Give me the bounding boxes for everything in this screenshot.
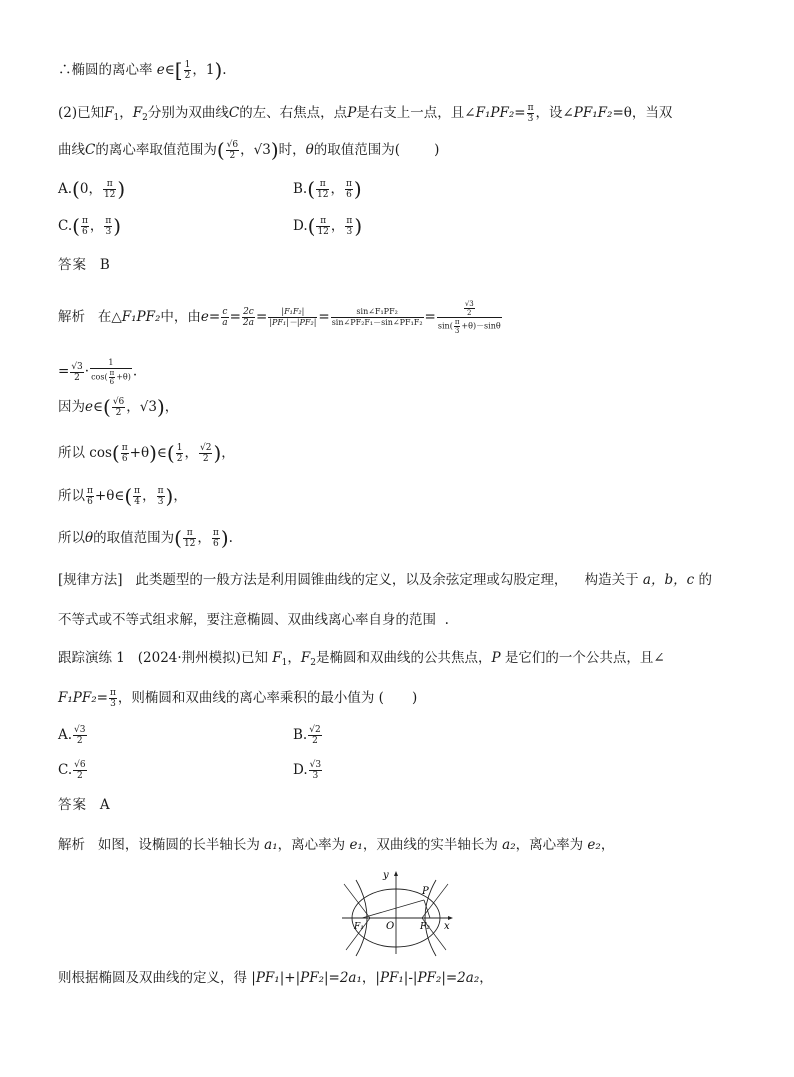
fraction bbox=[212, 528, 220, 549]
frac-den: 2 bbox=[202, 454, 209, 464]
frac-num: π bbox=[157, 486, 164, 496]
ellipse-hyperbola-figure bbox=[336, 866, 460, 958]
var-F1: F bbox=[104, 105, 114, 121]
fraction bbox=[103, 179, 116, 200]
plus-theta: +θ bbox=[129, 445, 150, 461]
analysis-label: 解析 bbox=[58, 309, 85, 325]
fraction bbox=[316, 216, 329, 237]
frac-num: √2 bbox=[309, 725, 321, 735]
frac-den: 3 bbox=[312, 771, 319, 781]
method-text: 不等式或不等式组求解，要注意椭圆、双曲线离心率自身的范围 bbox=[58, 612, 436, 628]
frac-den: 2 bbox=[76, 736, 83, 746]
fraction bbox=[104, 216, 112, 237]
bracket-open: [ bbox=[174, 58, 183, 82]
fraction-2c-2a bbox=[242, 307, 255, 328]
frac-den: |PF₁|－|PF₂| bbox=[269, 318, 317, 327]
root3: √3 bbox=[253, 142, 271, 158]
frac-den: 6 bbox=[213, 539, 219, 549]
step-text: 的取值范围为 bbox=[93, 530, 175, 546]
fraction bbox=[309, 760, 322, 781]
frac-den: 2 bbox=[229, 151, 236, 161]
frac-num: √2 bbox=[199, 443, 212, 453]
definition-line bbox=[58, 968, 493, 988]
answer-value: B bbox=[99, 257, 110, 273]
inner-fraction bbox=[464, 300, 475, 317]
frac-den: 2a bbox=[242, 318, 255, 328]
equals: = bbox=[58, 363, 70, 380]
method-text: 的 bbox=[698, 572, 712, 588]
frac-den: 6 bbox=[87, 497, 93, 507]
frac-num: sin∠F₁PF₂ bbox=[331, 307, 424, 318]
fraction bbox=[199, 443, 212, 464]
fraction bbox=[81, 216, 89, 237]
option2-D bbox=[293, 760, 323, 781]
paren-close: ) bbox=[270, 138, 279, 162]
conclusion-text: ∴椭圆的离心率 bbox=[58, 62, 153, 78]
comma: ， bbox=[164, 399, 179, 415]
sep: ， bbox=[119, 105, 133, 121]
paren-close: ) bbox=[113, 214, 122, 238]
analysis-text: 如图，设椭圆的长半轴长为 bbox=[97, 837, 260, 853]
segment-F1P bbox=[362, 900, 424, 918]
equals: = bbox=[208, 309, 221, 325]
step-text: 因为 bbox=[58, 399, 85, 415]
analysis-text: 在△ bbox=[97, 309, 122, 325]
inner-fraction bbox=[109, 369, 116, 386]
practice-text: ) bbox=[411, 690, 418, 706]
method-label: [规律方法] bbox=[58, 572, 123, 588]
paren-close: ) bbox=[165, 484, 174, 508]
sep: ， bbox=[287, 650, 301, 666]
practice-text: 是椭圆和双曲线的公共焦点， bbox=[315, 650, 492, 666]
frac-num: c bbox=[222, 307, 228, 317]
frac-den: 3 bbox=[157, 497, 164, 507]
question2-line2 bbox=[58, 140, 439, 161]
frac-num: |F₁F₂| bbox=[268, 307, 317, 318]
answer-value: A bbox=[99, 797, 110, 813]
sep: ， bbox=[330, 218, 345, 234]
var-P: P bbox=[491, 650, 501, 666]
q2-text-c: 的左、右焦点，点 bbox=[239, 105, 348, 121]
fraction-root3-2 bbox=[70, 362, 83, 383]
frac-num: π bbox=[346, 216, 353, 226]
angle-F1PF2: F₁PF₂ bbox=[475, 105, 515, 121]
paren-open: ( bbox=[166, 441, 175, 465]
frac-den: 6 bbox=[109, 378, 115, 386]
frac-num: π bbox=[134, 486, 141, 496]
practice-text: ，则椭圆和双曲线的离心率乘积的最小值为 ( bbox=[117, 690, 384, 706]
frac-den: 2 bbox=[467, 309, 472, 317]
frac-num: √3 bbox=[74, 725, 86, 735]
comma: ， bbox=[173, 488, 187, 504]
inner-fraction bbox=[454, 318, 461, 335]
paren-close: ) bbox=[213, 441, 222, 465]
option-D bbox=[293, 216, 362, 237]
frac-den: sin∠PF₂F₁－sin∠PF₁F₂ bbox=[331, 318, 423, 327]
paren-open: ( bbox=[103, 395, 111, 419]
var-theta: θ bbox=[85, 530, 94, 546]
triangle-name: F₁PF₂ bbox=[121, 309, 161, 325]
analysis-text: ，离心率为 bbox=[515, 837, 584, 853]
option-B bbox=[293, 179, 362, 200]
analysis-2 bbox=[58, 835, 614, 855]
frac-den: 2 bbox=[184, 71, 191, 81]
cos-text: cos bbox=[91, 372, 105, 382]
sep: ， bbox=[330, 181, 344, 197]
fraction bbox=[308, 725, 321, 746]
frac-num: √6 bbox=[112, 397, 125, 407]
paren-open: ( bbox=[111, 441, 120, 465]
paren-open: ( bbox=[216, 138, 225, 162]
fraction bbox=[176, 443, 184, 464]
frac-num: √3 bbox=[464, 300, 474, 308]
option2-A bbox=[58, 725, 88, 746]
var-F2: F bbox=[300, 650, 311, 666]
method-text: 此类题型的一般方法是利用圆锥曲线的定义，以及余弦定理或勾股定理， bbox=[135, 572, 568, 588]
var-e: e bbox=[200, 309, 209, 325]
var-F2: F bbox=[132, 105, 143, 121]
frac-num: π bbox=[183, 528, 196, 539]
method-line1 bbox=[58, 570, 712, 590]
option-label: A. bbox=[58, 181, 73, 197]
fraction bbox=[86, 486, 94, 507]
left-line-upper bbox=[344, 884, 370, 918]
answer-label: 答案 bbox=[58, 257, 87, 273]
step-text: 所以 cos bbox=[58, 445, 112, 461]
frac-den: 3 bbox=[454, 327, 460, 335]
paren-close: ) bbox=[156, 395, 165, 419]
analysis-step2 bbox=[58, 358, 137, 386]
fraction-c-a bbox=[221, 307, 228, 328]
q2-text-f: =θ，当双 bbox=[612, 105, 673, 121]
frac-den: 2 bbox=[77, 771, 83, 781]
var-C: C bbox=[228, 105, 240, 121]
method-line2: 不等式或不等式组求解，要注意椭圆、双曲线离心率自身的范围 . bbox=[58, 612, 449, 628]
frac-den: 6 bbox=[82, 227, 88, 237]
frac-num: π bbox=[316, 216, 329, 227]
frac-den: 2 bbox=[115, 408, 122, 418]
fraction-pi-3 bbox=[527, 103, 535, 124]
q2-text-k: ) bbox=[434, 142, 440, 158]
equals: = bbox=[514, 105, 526, 121]
equals: = bbox=[318, 309, 330, 325]
comma: ， bbox=[192, 62, 206, 78]
label-F1: F₁ bbox=[354, 922, 364, 932]
var-C: C bbox=[85, 142, 96, 158]
q2-text-h: 的离心率取值范围为 bbox=[95, 142, 217, 158]
equals: = bbox=[424, 309, 436, 325]
frac-den: 2 bbox=[74, 372, 80, 383]
period: . bbox=[132, 363, 138, 380]
symbol-in: ∈ bbox=[156, 445, 167, 461]
fraction-abs bbox=[268, 307, 317, 328]
fraction bbox=[183, 528, 196, 549]
q2-text-d: 是右支上一点，且∠ bbox=[356, 105, 476, 121]
practice-text: 是它们的一个公共点，且∠ bbox=[504, 650, 665, 666]
sep: ， bbox=[126, 399, 140, 415]
var-e: e bbox=[156, 62, 165, 78]
sep: ， bbox=[197, 530, 211, 546]
analysis-label: 解析 bbox=[58, 837, 85, 853]
sep: ， bbox=[89, 218, 104, 234]
fraction bbox=[73, 760, 86, 781]
angle-F1PF2: F₁PF₂ bbox=[58, 690, 97, 706]
analysis-step6 bbox=[58, 528, 233, 549]
frac-den: 2 bbox=[176, 454, 183, 464]
sep: ， bbox=[361, 970, 376, 986]
fraction bbox=[133, 486, 141, 507]
frac-num: √3 bbox=[71, 361, 83, 372]
frac-num: π bbox=[81, 216, 88, 226]
frac-den: 4 bbox=[134, 497, 140, 507]
sep: ， bbox=[184, 445, 198, 461]
frac-num: 1 bbox=[176, 443, 183, 453]
equals: = bbox=[229, 309, 241, 325]
frac-num: π bbox=[103, 179, 116, 190]
frac-num: π bbox=[527, 103, 534, 113]
fraction bbox=[345, 179, 353, 200]
option2-C bbox=[58, 760, 88, 781]
sub-1: 1 bbox=[281, 658, 288, 668]
frac-den: 3 bbox=[527, 114, 534, 124]
var-P: P bbox=[347, 105, 357, 121]
plus-theta-in: +θ∈ bbox=[94, 488, 125, 504]
frac-den: 3 bbox=[346, 227, 353, 237]
fraction-1-cos bbox=[90, 358, 132, 386]
paren-close: ) bbox=[214, 58, 223, 82]
paren-close: ) bbox=[220, 526, 229, 550]
label-P: P bbox=[422, 886, 429, 897]
frac-num: π bbox=[316, 179, 329, 190]
equals: = bbox=[96, 690, 108, 706]
label-F2: F₂ bbox=[420, 922, 430, 932]
step-text: 所以 bbox=[58, 488, 85, 504]
fraction bbox=[316, 179, 329, 200]
fraction-final bbox=[437, 300, 502, 335]
frac-num: √3 bbox=[309, 760, 322, 770]
frac-den: 6 bbox=[346, 190, 352, 200]
frac-den: sin( $\frac{\pi}{3}$ +θ)－sinθ bbox=[437, 318, 501, 335]
frac-den: 3 bbox=[110, 699, 116, 709]
paren-close: ) bbox=[354, 214, 363, 238]
den-tail: +θ) bbox=[116, 372, 131, 382]
frac-num: π bbox=[109, 369, 115, 377]
var-F1: F bbox=[272, 650, 282, 666]
var-e: e bbox=[85, 399, 93, 415]
option-label: A. bbox=[58, 727, 73, 743]
frac-den: 6 bbox=[121, 454, 128, 464]
analysis-text: ，离心率为 bbox=[277, 837, 346, 853]
frac-num: 1 bbox=[90, 358, 132, 369]
option2-B bbox=[293, 725, 323, 746]
method-text: 构造关于 bbox=[584, 572, 639, 588]
method-vars: a，b，c bbox=[642, 572, 695, 588]
frac-num: π bbox=[212, 528, 219, 538]
frac-num: π bbox=[121, 443, 128, 453]
fraction bbox=[157, 486, 165, 507]
fraction bbox=[73, 725, 86, 746]
frac-den: 12 bbox=[317, 190, 329, 200]
paren-close: ) bbox=[353, 177, 362, 201]
paren-open: ( bbox=[307, 214, 316, 238]
frac-den: 12 bbox=[103, 190, 116, 200]
q2-text-j: 的取值范围为( bbox=[313, 142, 401, 158]
option-label: C. bbox=[58, 762, 73, 778]
answer-1 bbox=[58, 255, 110, 275]
equation-ellipse: |PF₁|+|PF₂|=2a₁ bbox=[251, 970, 362, 986]
value-one: 1 bbox=[205, 62, 215, 78]
paren-open: ( bbox=[124, 484, 133, 508]
dot: · bbox=[84, 363, 90, 380]
analysis-step5 bbox=[58, 486, 187, 507]
frac-den: a bbox=[222, 318, 228, 328]
q2-text-b: 分别为双曲线 bbox=[147, 105, 229, 121]
sep: ， bbox=[88, 181, 102, 197]
label-y: y bbox=[383, 870, 389, 881]
frac-num: π bbox=[105, 216, 112, 226]
option-label: D. bbox=[293, 218, 308, 234]
var-e1: e₁ bbox=[349, 837, 363, 853]
fraction bbox=[121, 443, 129, 464]
period: . bbox=[222, 62, 227, 78]
fraction-root6-2 bbox=[226, 140, 239, 161]
symbol-in: ∈ bbox=[164, 62, 175, 78]
comma: ， bbox=[221, 445, 235, 461]
q2-text-e: ，设∠ bbox=[535, 105, 574, 121]
frac-num: 1 bbox=[184, 60, 191, 70]
definition-text: 则根据椭圆及双曲线的定义，得 bbox=[58, 970, 247, 986]
practice-text: 已知 bbox=[240, 650, 268, 666]
answer-2 bbox=[58, 795, 110, 815]
q2-text-g: 曲线 bbox=[58, 142, 85, 158]
sep: ， bbox=[142, 488, 156, 504]
analysis-text: ，双曲线的实半轴长为 bbox=[362, 837, 498, 853]
x-axis-arrow bbox=[448, 916, 453, 920]
frac-den: 12 bbox=[183, 539, 196, 549]
paren-open: ( bbox=[307, 177, 316, 201]
frac-den: cos( $\frac{\pi}{6}$ +θ) bbox=[91, 369, 131, 386]
frac-num: π bbox=[87, 486, 93, 496]
frac-num: π bbox=[345, 179, 352, 189]
frac-num: √6 bbox=[74, 760, 86, 770]
practice-label: 跟踪演练 1 bbox=[58, 650, 125, 666]
den-tail: +θ)－sinθ bbox=[461, 321, 501, 331]
label-x: x bbox=[444, 921, 450, 932]
q2-text-a: (2)已知 bbox=[58, 105, 105, 121]
sin-text: sin bbox=[437, 321, 450, 331]
sub-1: 1 bbox=[113, 113, 120, 123]
q2-text-i: 时， bbox=[278, 142, 306, 158]
y-axis-arrow bbox=[394, 871, 398, 876]
frac-den: 12 bbox=[317, 227, 329, 237]
practice-source: (2024·荆州模拟) bbox=[137, 650, 241, 666]
label-O: O bbox=[386, 921, 395, 932]
option-label: C. bbox=[58, 218, 73, 234]
fraction bbox=[112, 397, 125, 418]
equation-hyperbola: |PF₁|-|PF₂|=2a₂ bbox=[375, 970, 480, 986]
sub-2: 2 bbox=[310, 658, 316, 668]
analysis-1 bbox=[58, 300, 503, 335]
var-e2: e₂ bbox=[587, 837, 601, 853]
analysis-step4 bbox=[58, 443, 235, 464]
equals: = bbox=[256, 309, 268, 325]
fraction-pi-3 bbox=[109, 688, 117, 709]
analysis-text: ， bbox=[600, 837, 615, 853]
paren-open: ( bbox=[72, 214, 80, 238]
fraction-half bbox=[184, 60, 192, 81]
step-text: 所以 bbox=[58, 530, 85, 546]
frac-den: 3 bbox=[105, 227, 112, 237]
analysis-step3 bbox=[58, 397, 178, 418]
frac-num bbox=[437, 300, 502, 318]
sep: ， bbox=[240, 142, 254, 158]
practice-line2 bbox=[58, 688, 417, 709]
period: . bbox=[228, 530, 233, 546]
paren-close: ) bbox=[117, 177, 126, 201]
option-C bbox=[58, 216, 121, 237]
symbol-in: ∈ bbox=[93, 399, 103, 415]
angle-PF1F2: PF₁F₂ bbox=[573, 105, 613, 121]
option-A bbox=[58, 179, 125, 200]
var-theta: θ bbox=[305, 142, 314, 158]
frac-den: 2 bbox=[312, 736, 318, 746]
var-a2: a₂ bbox=[502, 837, 516, 853]
frac-num: 2c bbox=[243, 307, 254, 317]
paren-close: ) bbox=[149, 441, 157, 465]
paren-open: ( bbox=[72, 177, 80, 201]
eccentricity-conclusion bbox=[58, 60, 227, 81]
question2-line1 bbox=[58, 103, 672, 124]
option-label: B. bbox=[293, 727, 308, 743]
frac-num: π bbox=[109, 688, 116, 698]
option-label: B. bbox=[293, 181, 308, 197]
frac-num: √6 bbox=[226, 140, 239, 150]
fraction bbox=[345, 216, 353, 237]
fraction-sin bbox=[331, 307, 424, 328]
option-label: D. bbox=[293, 762, 308, 778]
paren-open: ( bbox=[174, 526, 182, 550]
practice-line1 bbox=[58, 648, 665, 668]
answer-label: 答案 bbox=[58, 797, 87, 813]
comma: ， bbox=[479, 970, 493, 986]
sub-2: 2 bbox=[142, 113, 148, 123]
frac-num: π bbox=[454, 318, 460, 326]
value-zero: 0 bbox=[79, 181, 89, 197]
root3: √3 bbox=[139, 399, 157, 415]
analysis-text: 中，由 bbox=[160, 309, 201, 325]
var-a1: a₁ bbox=[264, 837, 278, 853]
